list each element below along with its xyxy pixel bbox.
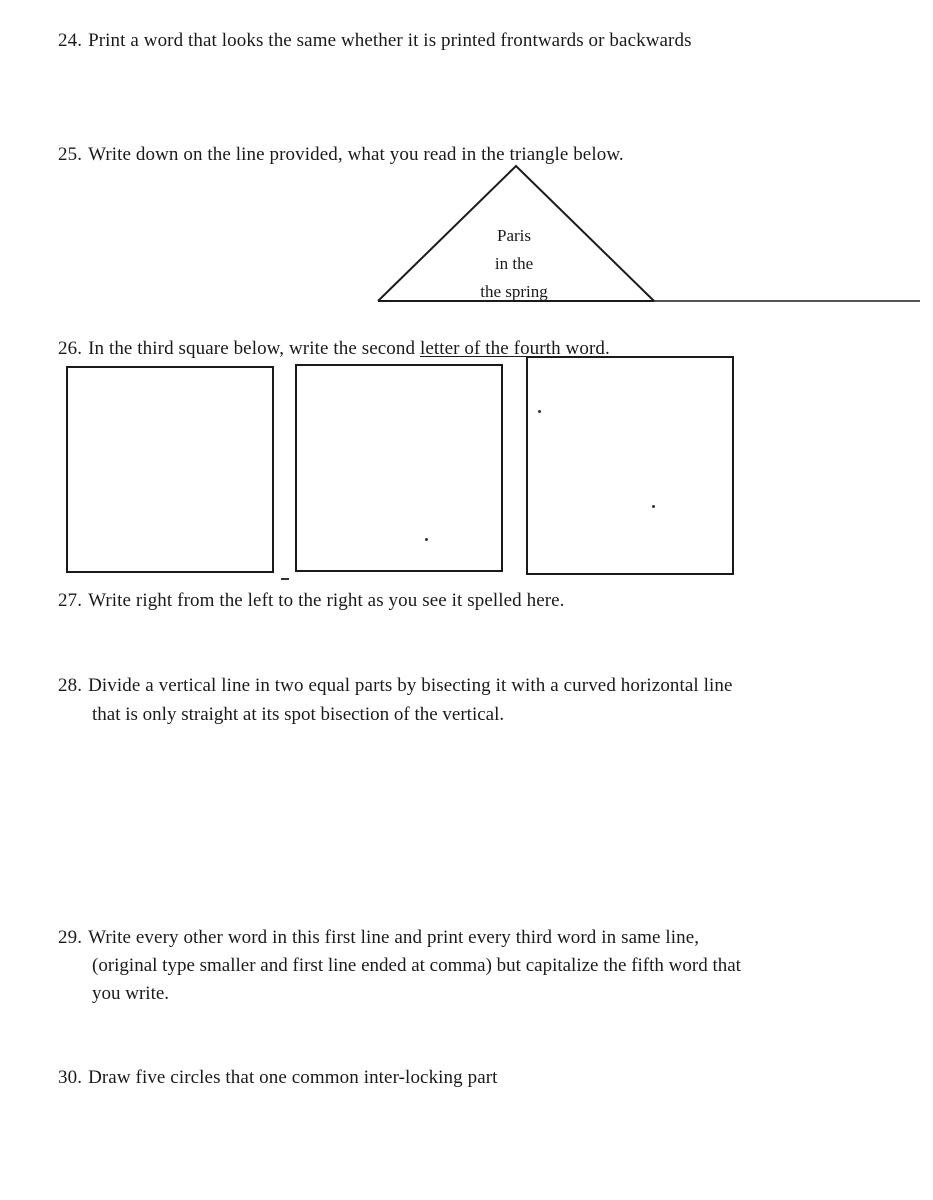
question-29-line-3: you write. xyxy=(92,983,170,1004)
question-30-text: Draw five circles that one common inter-locking part xyxy=(88,1067,498,1088)
question-25-number: 25. xyxy=(58,144,83,165)
question-25 xyxy=(58,141,624,168)
question-26-number: 26. xyxy=(58,338,83,359)
question-28 xyxy=(58,672,733,699)
square-1[interactable] xyxy=(66,366,274,573)
question-30 xyxy=(58,1064,498,1091)
question-24 xyxy=(58,27,692,54)
question-27-number: 27. xyxy=(58,590,83,611)
question-28-line-2: that is only straight at its spot bisection of the vertical. xyxy=(92,704,505,725)
triangle-line-3: the spring xyxy=(480,282,548,301)
question-26-text-after: . xyxy=(605,338,610,359)
triangle-line-2: in the xyxy=(494,254,534,273)
question-29-number: 29. xyxy=(58,927,83,948)
question-27 xyxy=(58,587,565,614)
square-3[interactable] xyxy=(526,356,734,575)
question-27-text: Write right from the left to the right as you see it spelled here. xyxy=(88,590,565,611)
question-26-text-before: In the third square below, write the second xyxy=(88,338,420,359)
question-28-number: 28. xyxy=(58,675,83,696)
scan-speck xyxy=(652,505,655,508)
scan-speck xyxy=(281,578,289,580)
square-2[interactable] xyxy=(295,364,503,572)
scan-speck xyxy=(538,410,541,413)
scan-speck xyxy=(425,538,428,541)
question-26-text-underlined: letter of the fourth word xyxy=(419,338,605,359)
question-25-text: Write down on the line provided, what you read in the triangle below. xyxy=(88,144,624,165)
question-24-text: Print a word that looks the same whether it is printed frontwards or backwards xyxy=(88,30,692,51)
question-28-line-1: Divide a vertical line in two equal parts by bisecting it with a curved horizontal line xyxy=(88,675,733,696)
question-29-line-1: Write every other word in this first line and print every third word in same line, xyxy=(88,927,700,948)
question-24-number: 24. xyxy=(58,30,83,51)
question-29 xyxy=(58,924,699,951)
question-30-number: 30. xyxy=(58,1067,83,1088)
question-29-line-2: (original type smaller and first line ended at comma) but capitalize the fifth word that xyxy=(92,955,741,976)
triangle-line-1: Paris xyxy=(497,226,531,245)
